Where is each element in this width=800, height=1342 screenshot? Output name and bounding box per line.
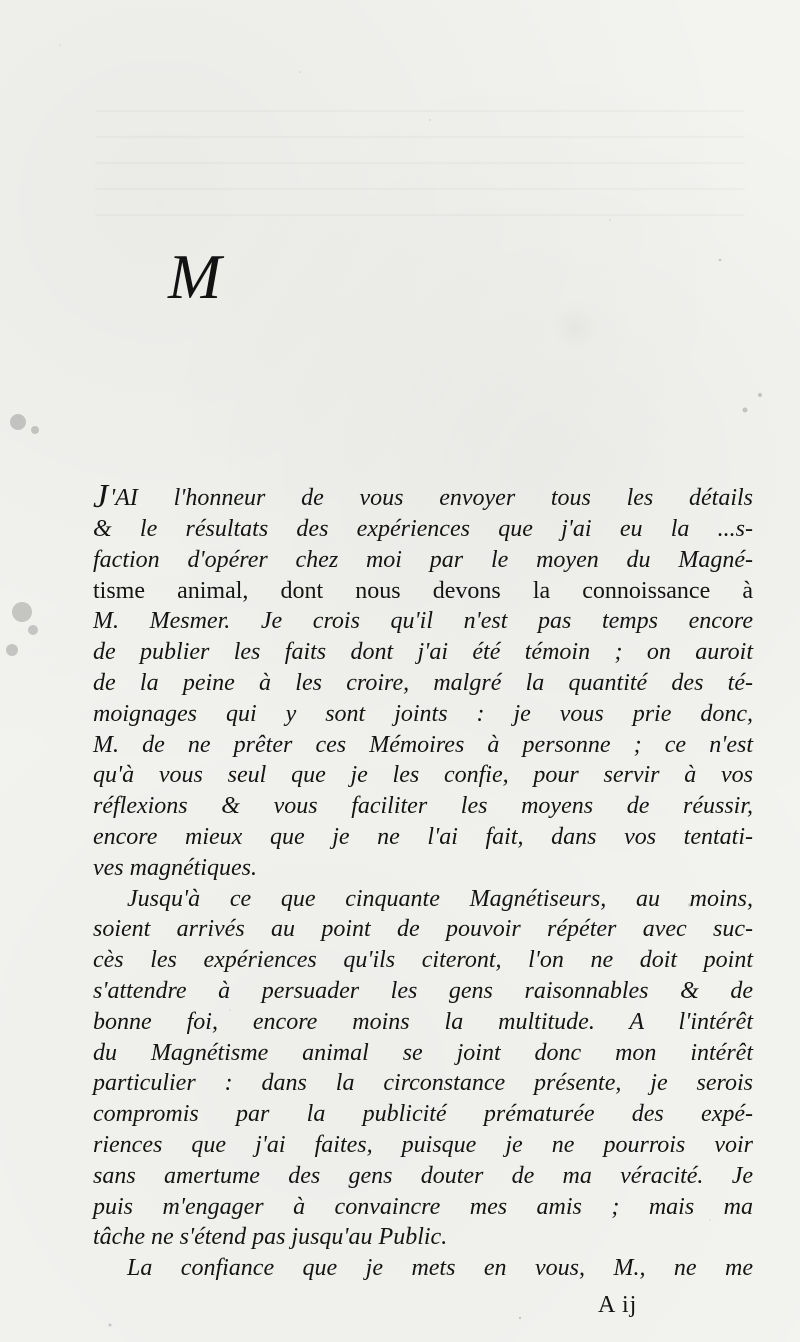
p1-line-8: moignages qui y sont joints : je vous prie donc, [93,700,753,727]
p2-line-9: riences que j'ai faites, puisque je ne pourrois voir [93,1131,753,1158]
p2-line-12: tâche ne s'étend pas jusqu'au Public. [93,1224,448,1251]
p2-line-10: sans amertume des gens douter de ma véracité. Je [93,1162,753,1189]
paragraph-3 [93,1253,753,1284]
signature-mark: A ij [598,1292,638,1318]
ornamental-letter-m: M [168,241,223,312]
p2-line-7: particulier : dans la circonstance présente, je serois [93,1070,753,1097]
p1-line-1-text: 'AI l'honneur de vous envoyer tous les détails [110,485,753,511]
show-through-text [95,110,745,230]
p2-line-6: du Magnétisme animal se joint donc mon intérêt [93,1039,753,1066]
p1-line-4: tisme animal, dont nous devons la connoissance à [93,577,753,604]
p1-line-3: faction d'opérer chez moi par le moyen du Magné- [93,546,753,573]
p1-line-2: & le résultats des expériences que j'ai eu la ...s- [93,516,753,542]
p1-line-5: M. Mesmer. Je crois qu'il n'est pas temps encore [93,608,753,635]
p2-line-8: compromis par la publicité prématurée des expé- [93,1101,753,1128]
p1-line-6: de publier les faits dont j'ai été témoin ; on auroit [93,639,753,666]
p1-line-11: réflexions & vous faciliter les moyens de réussir, [93,793,753,820]
p2-line-11: puis m'engager à convaincre mes amis ; mais ma [93,1193,753,1220]
paragraph-1 [93,480,753,884]
p2-line-1: Jusqu'à ce que cinquante Magnétiseurs, au moins, [127,885,753,912]
p1-line-13: ves magnétiques. [93,854,257,881]
p1-line-10: qu'à vous seul que je les confie, pour servir à vos [93,762,753,789]
p2-line-5: bonne foi, encore moins la multitude. A l'intérêt [93,1008,753,1035]
show-through-letter [540,305,610,350]
p3-line-1: La confiance que je mets en vous, M., ne me [127,1255,753,1282]
paragraph-2 [93,884,753,1254]
p1-line-7: de la peine à les croire, malgré la quantité des té- [93,669,753,696]
p1-line-12: encore mieux que je ne l'ai fait, dans vos tentati- [93,823,753,850]
p1-line-9: M. de ne prêter ces Mémoires à personne ; ce n'est [93,731,753,758]
p1-line-1 [93,480,753,514]
drop-cap-j: J [93,478,109,515]
p2-line-4: s'attendre à persuader les gens raisonnables & de [93,977,753,1004]
main-text [93,480,753,1284]
p2-line-3: cès les expériences qu'ils citeront, l'on ne doit point [93,947,753,974]
p2-line-2: soient arrivés au point de pouvoir répéter avec suc- [93,916,753,943]
